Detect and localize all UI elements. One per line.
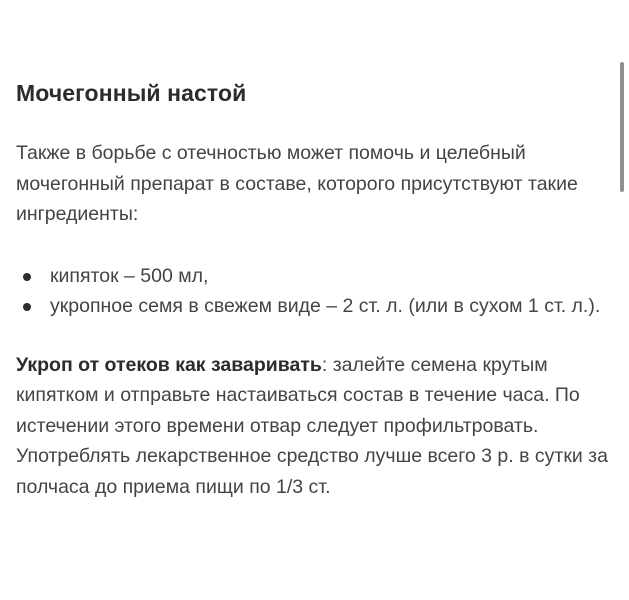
instructions-lead: Укроп от отеков как заваривать <box>16 353 322 376</box>
ingredient-text: кипяток – 500 мл, <box>50 264 209 287</box>
article-section <box>16 76 616 502</box>
ingredients-list <box>16 261 616 322</box>
list-item <box>16 261 610 292</box>
instructions-body: : залейте семена крутым кипятком и отправьте настаиваться состав в течение часа. По истечении этого времени отвар следует профильтровать. Употреблять лекарственное средство лучше всего 3 р. в сутки за полчаса до приема пищи по 1/3 ст. <box>16 353 608 498</box>
scrollbar-thumb[interactable] <box>620 62 624 192</box>
bullet-icon <box>23 303 31 311</box>
ingredient-text: укропное семя в свежем виде – 2 ст. л. (или в сухом 1 ст. л.). <box>50 295 601 317</box>
section-heading: Мочегонный настой <box>16 80 247 106</box>
instructions-paragraph <box>16 350 616 503</box>
list-item <box>16 291 610 322</box>
bullet-icon <box>23 273 31 281</box>
intro-paragraph: Также в борьбе с отечностью может помочь и целебный мочегонный препарат в составе, которого присутствуют такие ингредиенты: <box>16 142 578 225</box>
